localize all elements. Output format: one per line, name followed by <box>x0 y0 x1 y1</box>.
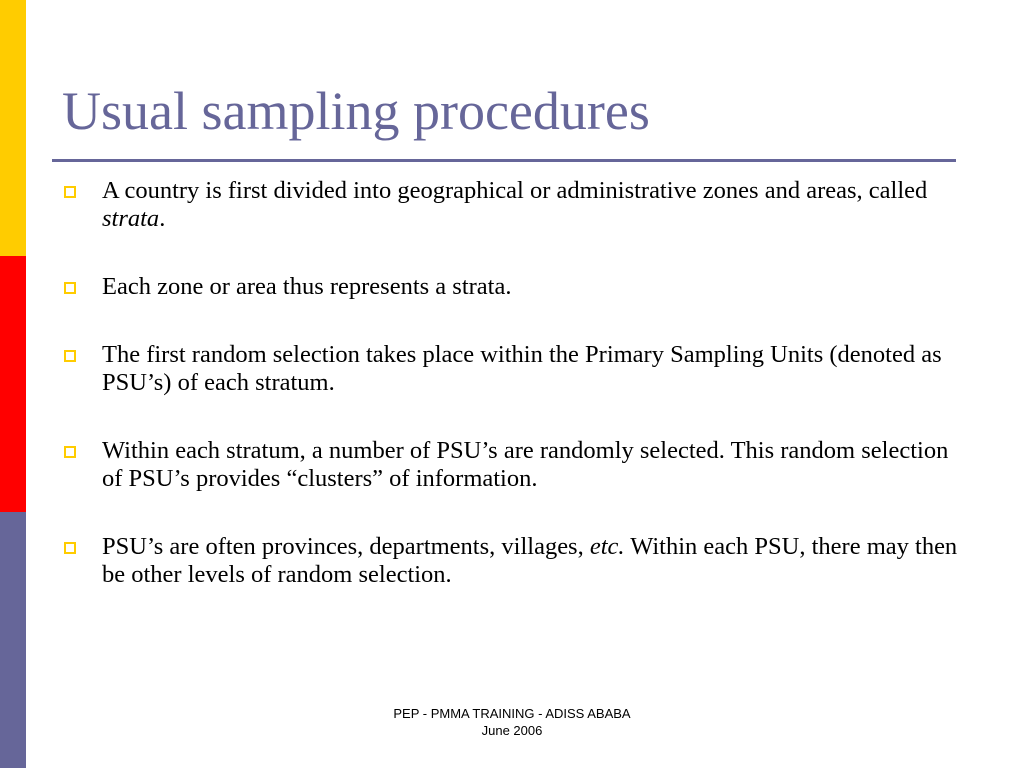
bullet-item <box>64 273 964 301</box>
italic-term: etc. <box>589 533 625 560</box>
slide-footer <box>312 705 712 739</box>
bullet-item <box>64 177 964 233</box>
slide-title: Usual sampling procedures <box>62 81 650 141</box>
bullet-list <box>64 177 964 629</box>
italic-term: strata <box>102 205 160 232</box>
title-divider <box>52 159 956 162</box>
bullet-text <box>102 341 942 396</box>
text-segment: . <box>159 205 166 232</box>
text-segment: A country is first divided into geographical or administrative zones and areas, called <box>102 177 928 204</box>
hollow-square-bullet-icon <box>64 350 76 362</box>
footer-line-1: PEP - PMMA TRAINING - ADISS ABABA <box>393 706 631 721</box>
bullet-text <box>102 533 957 588</box>
bullet-text <box>102 437 948 492</box>
hollow-square-bullet-icon <box>64 282 76 294</box>
hollow-square-bullet-icon <box>64 446 76 458</box>
text-segment: Each zone or area thus represents a strata. <box>102 273 512 300</box>
side-bar-blue <box>0 512 26 768</box>
text-segment: PSU’s are often provinces, departments, villages, <box>102 533 590 560</box>
bullet-item <box>64 437 964 493</box>
bullet-text <box>102 273 512 300</box>
footer-line-2: June 2006 <box>481 723 543 738</box>
side-bar-red <box>0 256 26 512</box>
bullet-item <box>64 341 964 397</box>
hollow-square-bullet-icon <box>64 186 76 198</box>
side-bar-yellow <box>0 0 26 256</box>
text-segment: The first random selection takes place within the Primary Sampling Units (denoted as PSU’s) of each stratum. <box>102 341 942 396</box>
hollow-square-bullet-icon <box>64 542 76 554</box>
bullet-item <box>64 533 964 589</box>
text-segment: Within each PSU, there may then be other levels of random selection. <box>102 533 958 588</box>
bullet-text <box>102 177 927 232</box>
text-segment: Within each stratum, a number of PSU’s are randomly selected. This random selection of PSU’s provides “clusters” of information. <box>102 437 949 492</box>
